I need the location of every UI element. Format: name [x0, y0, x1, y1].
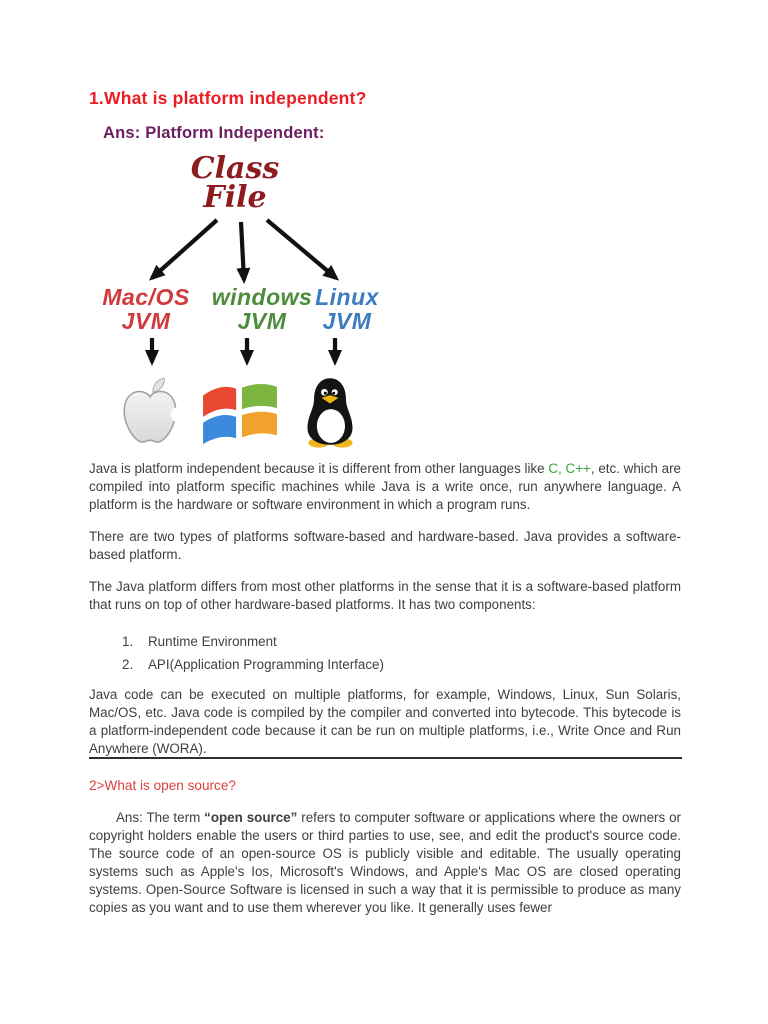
question-1-heading: 1.What is platform independent?: [89, 88, 367, 108]
apple-logo-icon: [117, 376, 183, 448]
paragraph-open-source: Ans: The term “open source” refers to computer software or applications where the owners or copyright holders enable the users or third parties to use, see, and edit the product's source code. The source code of an open-source OS is publicly visible and editable. The usually operating systems such as Apple's Ios, Microsoft's Windows, and Apple's Mac OS are closed operating systems. Open-Source Software is licensed in such a way that it is permissible to produce as many copies as you want and to use them wherever you like. It generally uses fewer: [89, 810, 681, 915]
tux-logo-icon: [300, 374, 360, 448]
class-file-node: [135, 151, 335, 215]
fan-arrows-icon: [95, 216, 395, 290]
paragraph-java-platform: The Java platform differs from most other platforms in the sense that it is a software-based platform that runs on top of other hardware-based platforms. It has two components:: [89, 579, 681, 612]
answer-1-heading: Ans: Platform Independent:: [103, 124, 325, 142]
paragraph-platform-independent: Java is platform independent because it is different from other languages like C, C++, etc. which are compiled into platform specific machines while Java is a write once, run anywhere language. A platform is the hardware or software environment in which a program runs.: [89, 461, 681, 512]
macos-jvm-label: Mac/OS JVM: [102, 284, 190, 334]
windows-jvm-label: windows JVM: [211, 284, 313, 334]
windows-logo-icon: [199, 378, 281, 448]
down-arrows-icon: [95, 336, 395, 374]
section-divider: [89, 757, 682, 759]
question-2-heading: 2>What is open source?: [89, 778, 236, 793]
list-item: 2. API(Application Programming Interface): [122, 657, 384, 672]
list-item: 1. Runtime Environment: [122, 634, 277, 649]
components-list: [89, 633, 681, 679]
linux-jvm-label: Linux JVM: [315, 284, 379, 334]
paragraph-bytecode: Java code can be executed on multiple platforms, for example, Windows, Linux, Sun Solaris, Mac/OS, etc. Java code is compiled by the compiler and converted into bytecode. This bytecode is a platform-independent code because it can be run on multiple platforms, i.e., Write Once and Run Anywhere (WORA).: [89, 687, 681, 756]
class-file-line2: File: [203, 180, 267, 215]
open-source-term: “open source”: [204, 810, 298, 825]
code-languages-highlight: C, C++: [548, 461, 591, 476]
paragraph-platform-types: There are two types of platforms software-based and hardware-based. Java provides a software-based platform.: [89, 529, 681, 562]
jvm-platform-diagram: [95, 151, 395, 454]
class-file-line1: Class: [190, 151, 280, 186]
